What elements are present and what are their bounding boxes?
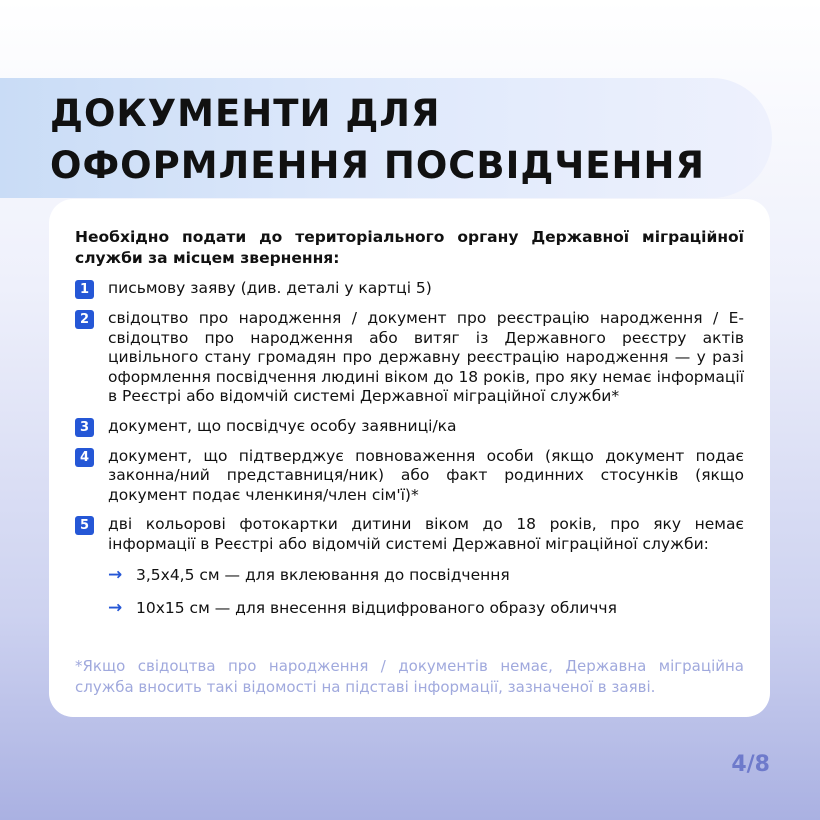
arrow-right-icon: → [108,597,123,618]
number-badge: 5 [75,516,94,535]
arrow-right-icon: → [108,565,123,585]
number-badge: 4 [75,448,94,467]
list-item-text: дві кольорові фотокартки дитини віком до 18 років, про яку немає інформації в Реєстрі або відомчій системі Державної міграційної служби: [108,515,744,553]
footnote: *Якщо свідоцтва про народження / документів немає, Державна міграційна служба вносить такі відомості на підставі інформації, зазначеної в заяві. [75,657,744,696]
list-item-text: документ, що підтверджує повноваження особи (якщо документ подає законна/ний представниця/ник) або факт родинних стосунків (якщо документ подає членкиня/член сім'ї)* [108,446,744,504]
number-badge: 2 [75,310,94,329]
list-item [75,515,744,631]
list-item [75,309,744,407]
number-badge: 3 [75,418,94,437]
page-title: ДОКУМЕНТИ ДЛЯ ОФОРМЛЕННЯ ПОСВІДЧЕННЯ [50,92,705,187]
list-item-text: письмову заяву (див. деталі у картці 5) [108,279,432,297]
list-item [75,447,744,506]
content-card [49,199,770,717]
list-item [75,417,744,437]
sub-item-text: 10х15 см — для внесення відцифрованого образу обличчя [136,598,617,617]
list-item-body [108,515,744,631]
sub-item-text: 3,5х4,5 см — для вклеювання до посвідчення [136,566,510,584]
list-item-text: свідоцтво про народження / документ про реєстрацію народження / Е-свідоцтво про народження або витяг із Державного реєстру актів цивільного стану громадян про державну реєстрацію народження — у разі оформлення посвідчення людині віком до 18 років, про яку немає інформації в Реєстрі або відомчій системі Державної міграційної служби* [108,309,744,405]
list-item-text: документ, що посвідчує особу заявниці/ка [108,416,457,435]
page-counter: 4/8 [731,752,770,777]
list-item [75,279,744,299]
sub-item [108,566,744,586]
intro-text: Необхідно подати до територіального органу Державної міграційної служби за місцем звернення: [75,228,744,267]
photo-size-list [108,566,744,618]
number-badge: 1 [75,280,94,299]
sub-item [108,599,744,619]
